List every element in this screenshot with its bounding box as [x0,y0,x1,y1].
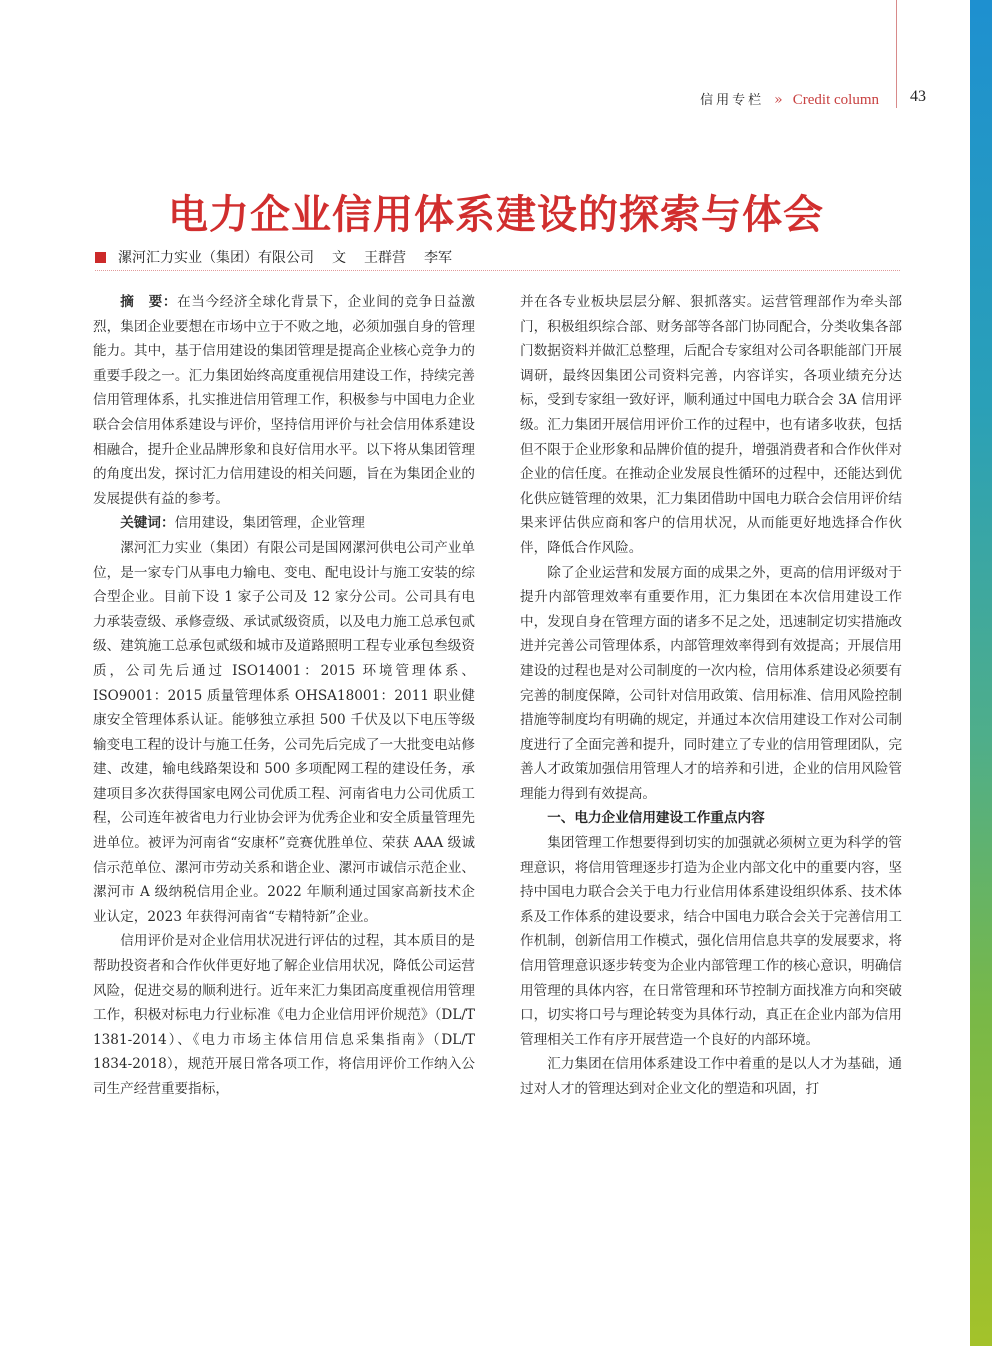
header-divider [896,0,897,108]
body-paragraph: 信用评价是对企业信用状况进行评估的过程，其本质目的是帮助投资者和合作伙伴更好地了解企业信用状况，降低公司运营风险，促进交易的顺利进行。近年来汇力集团高度重视信用管理工作，积极对标电力行业标准《电力企业信用评价规范》（DL/T 1381-2014）、《电力市场主体信用信息采集指南》（DL/T 1834-2018），规范开展日常各项工作，将信用评价工作纳入公司生产经营重要指标， [93,933,475,1097]
page-number: 43 [910,88,926,105]
byline [95,247,470,267]
section-heading: 一、电力企业信用建设工作重点内容 [547,810,765,827]
author-organization: 漯河汇力实业（集团）有限公司 [118,250,314,266]
section-label-zh: 信用专栏 [700,93,765,108]
body-paragraph: 集团管理工作想要得到切实的加强就必须树立更为科学的管理意识，将信用管理逐步打造为企业内部文化中的重要内容，坚持中国电力联合会关于电力行业信用体系建设组织体系、技术体系及工作体系的建设要求，结合中国电力联合会关于完善信用工作机制，创新信用工作模式，强化信用信息共享的发展要求，将信用管理意识逐步转变为企业内部管理工作的核心意识，明确信用管理的具体内容，在日常管理和环节控制方面找准方向和突破口，切实将口号与理论转变为具体行动，真正在企业内部为信用管理相关工作有序开展营造一个良好的内部环境。 [520,835,902,1048]
dotted-divider [95,270,900,271]
abstract-text: 在当今经济全球化背景下，企业间的竞争日益激烈，集团企业要想在市场中立于不败之地，必须加强自身的管理能力。其中，基于信用建设的集团管理是提高企业核心竞争力的重要手段之一。汇力集团始终高度重视信用建设工作，持续完善信用管理体系，扎实推进信用管理工作，积极参与中国电力企业联合会信用体系建设与评价，坚持信用评价与社会信用体系建设相融合，提升企业品牌形象和良好信用水平。以下将从集团管理的角度出发，探讨汇力信用建设的相关问题，旨在为集团企业的发展提供有益的参考。 [93,294,476,507]
abstract [93,290,475,511]
double-chevron-icon: » [774,92,783,108]
body-paragraph-continued: 并在各专业板块层层分解、狠抓落实。运营管理部作为牵头部门，积极组织综合部、财务部等各部门协同配合，分类收集各部门数据资料并做汇总整理，后配合专家组对公司各职能部门开展调研，最终因集团公司资料完善，内容详实，各项业绩充分达标，受到专家组一致好评，顺利通过中国电力联合会 3A 信用评级。汇力集团开展信用评价工作的过程中，也有诸多收获，包括但不限于企业形象和品牌价值的提升，增强消费者和合作伙伴对企业的信任度。在推动企业发展良性循环的过程中，还能达到优化供应链管理的效果，汇力集团借助中国电力联合会信用评价结果来评估供应商和客户的信用状况，从而能更好地选择合作伙伴，降低合作风险。 [520,294,902,556]
right-column [520,290,902,1102]
article-title: 电力企业信用体系建设的探索与体会 [168,192,824,238]
running-header [700,89,879,109]
section-label-en: Credit column [792,92,879,108]
left-column [93,290,475,1102]
author-name: 王群营 [364,250,406,266]
keywords [93,511,475,536]
keywords-text: 信用建设，集团管理，企业管理 [174,515,365,532]
author-name: 李军 [424,250,452,266]
body-paragraph: 除了企业运营和发展方面的成果之外，更高的信用评级对于提升内部管理效率有重要作用，汇力集团在本次信用建设工作中，发现自身在管理方面的诸多不足之处，迅速制定切实措施改进并完善公司管理体系，内部管理效率得到有效提高；开展信用建设的过程也是对公司制度的一次内检，信用体系建设必须要有完善的制度保障，公司针对信用政策、信用标准、信用风险控制措施等制度均有明确的规定，并通过本次信用建设工作对公司制度进行了全面完善和提升，同时建立了专业的信用管理团队，完善人才政策加强信用管理人才的培养和引进，企业的信用风险管理能力得到有效提高。 [520,564,902,802]
body-paragraph: 汇力集团在信用体系建设工作中着重的是以人才为基础，通过对人才的管理达到对企业文化的塑造和巩固，打 [520,1056,902,1097]
keywords-label: 关键词： [120,515,175,532]
byline-role: 文 [332,250,346,266]
abstract-label: 摘 要： [120,294,178,310]
square-bullet-icon [95,252,106,263]
body-paragraph: 漯河汇力实业（集团）有限公司是国网漯河供电公司产业单位，是一家专门从事电力输电、变电、配电设计与施工安装的综合型企业。目前下设 1 家子公司及 12 家分公司。公司具有电力承装壹级、承修壹级、承试贰级资质，以及电力施工总承包贰级、建筑施工总承包贰级和城市及道路照明工程专业承包叁级资质，公司先后通过 ISO14001：2015 环境管理体系、ISO9001：2015 质量管理体系 OHSA18001：2011 职业健康安全管理体系认证。能够独立承担 500 千伏及以下电压等级输变电工程的设计与施工任务，公司先后完成了一大批变电站修建、改建，输电线路架设和 500 多项配网工程的建设任务，承建项目多次获得国家电网公司优质工程、河南省电力公司优质工程，公司连年被省电力行业协会评为优秀企业和安全质量管理先进单位。被评为河南省“安康杯”竞赛优胜单位、荣获 AAA 级诚信示范单位、漯河市劳动关系和谐企业、漯河市诚信示范企业、漯河市 A 级纳税信用企业。2022 年顺利通过国家高新技术企业认定，2023 年获得河南省“专精特新”企业。 [93,539,475,925]
